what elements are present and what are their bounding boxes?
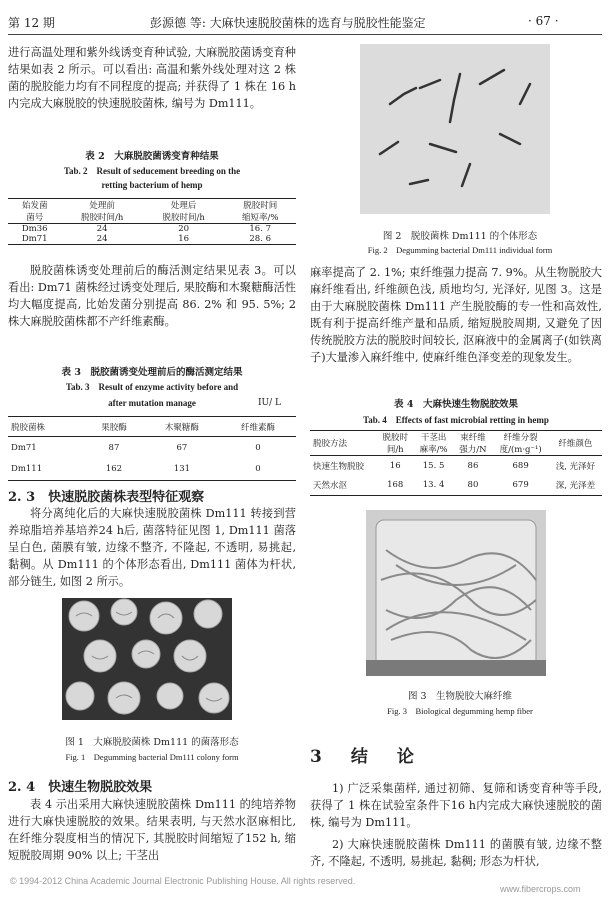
table2-caption-en-1: Tab. 2 Result of seducement breeding on the <box>63 166 241 176</box>
table-row: Dm71 87 67 0 <box>11 442 261 453</box>
table2-header: 处理后 脱胶时间/h <box>162 201 205 223</box>
figure2-caption-cn: 图 2 脱胶菌株 Dm111 的个体形态 <box>382 231 538 242</box>
paragraph-mutation-breeding: 进行高温处理和紫外线诱变育种试验, 大麻脱胶菌诱变育种结果如表 2 所示。可以看出: 高温和紫外线处理对这 2 株菌的脱胶能力均有不同程度的提高; 并获得了 1 株在 16 h 内完成大麻脱胶的快速脱胶菌株, 编号为 Dm111。 <box>8 46 296 110</box>
table4-caption-cn: 表 4 大麻快速生物脱胶效果 <box>394 399 518 410</box>
table2-header: 处理前 脱胶时间/h <box>81 201 124 223</box>
figure1-caption-cn: 图 1 大麻脱胶菌株 Dm111 的菌落形态 <box>65 737 239 748</box>
figure3-caption-en: Fig. 3 Biological degumming hemp fiber <box>387 706 533 716</box>
table-4 <box>310 430 602 496</box>
table3-caption-en-2: after mutation manage <box>108 398 196 408</box>
table-row: 天然水沤 168 13. 4 80 679 深, 光泽差 <box>310 476 602 496</box>
table-3 <box>8 416 296 481</box>
conclusion-2: 2) 大麻快速脱胶菌株 Dm111 的菌膜有皱, 边缘不整齐, 不隆起, 不透明, 易挑起, 黏稠; 形态为杆状, <box>310 838 602 868</box>
table3-caption-cn: 表 3 脱胶菌诱变处理前后的酶活测定结果 <box>61 367 243 378</box>
table3-unit: IU/ L <box>258 398 282 408</box>
figure1-caption-en: Fig. 1 Degumming bacterial Dm111 colony form <box>65 752 239 762</box>
table-2 <box>8 198 296 245</box>
figure3-caption-cn: 图 3 生物脱胶大麻纤维 <box>407 691 513 702</box>
table-row: 快速生物脱胶 16 15. 5 86 689 浅, 光泽好 <box>313 460 596 472</box>
figure2-caption-en: Fig. 2 Degumming bacterial Dm111 individual form <box>367 245 553 255</box>
table-row: Dm111 162 131 0 <box>8 459 296 481</box>
section-3-heading: 3 结 论 <box>310 747 420 767</box>
colony-photo <box>62 598 232 720</box>
table4-header: 束纤维 强力/N <box>459 433 487 455</box>
table-row: Dm36 24 20 16. 7 <box>21 224 272 234</box>
paragraph-phenotype: 将分离纯化后的大麻快速脱胶菌株 Dm111 转接到营养琼脂培养基培养24 h后, 菌落特征见图 1, Dm111 菌落呈白色, 菌膜有皱, 边缘不整齐, 不隆起, 不透明, 易挑起, 黏稠。从 Dm111 的个体形态看出, Dm111 菌体为杆状, 部分链生, 如图 2 所示。 <box>8 507 296 588</box>
table2-header: 始发菌 菌号 <box>21 201 48 223</box>
watermark: www.fibercrops.com <box>500 884 581 894</box>
conclusion-1: 1) 广泛采集菌样, 通过初筛、复筛和诱变育种等手段, 获得了 1 株在试验室条件下16 h内完成大麻快速脱胶的菌株, 编号为 Dm111。 <box>310 782 602 829</box>
table3-header: 木聚糖酶 <box>164 422 199 433</box>
copyright-notice: © 1994-2012 China Academic Journal Electronic Publishing House. All rights reserved. <box>10 876 356 886</box>
table4-caption-en: Tab. 4 Effects of fast microbial retting in hemp <box>363 415 549 425</box>
paragraph-fiber-quality: 麻率提高了 2. 1%; 束纤维强力提高 7. 9%。从生物脱胶大麻纤维看出, 纤维颜色浅, 质地均匀, 光泽好, 见图 3。这是由于大麻脱胶菌株 Dm111 产生脱胶酶的专一性和高效性, 既有利于提高纤维产量和品质, 缩短脱胶周期, 又避免了因传统脱胶方法的脱胶时间较长, 沤麻液中的金属离子(如铁离子)大量渗入麻纤维中, 使麻纤维色泽变差的现象发生。 <box>310 266 602 364</box>
table3-header: 脱胶菌株 <box>11 422 46 433</box>
section-2-4-heading: 2. 4 快速生物脱胶效果 <box>8 780 153 795</box>
page-number: · 67 · <box>528 14 559 28</box>
table4-header: 干茎出 麻率/% <box>419 433 448 455</box>
table3-header: 纤维素酶 <box>240 422 275 433</box>
table3-header: 果胶酶 <box>101 422 127 433</box>
table3-caption-en-1: Tab. 3 Result of enzyme activity before and <box>65 382 239 392</box>
paragraph-enzyme-activity: 脱胶菌株诱变处理前后的酶活测定结果见表 3。可以看出: Dm71 菌株经过诱变处理后, 果胶酶和木聚糖酶活性均大幅度提高, 比始发菌分别提高 86. 2% 和 95. 5%; 2 株大麻脱胶菌株都不产纤维素酶。 <box>8 264 296 328</box>
running-title: 彭源德 等: 大麻快速脱胶菌株的选育与脱胶性能鉴定 <box>150 16 426 30</box>
table4-header: 脱胶时 间/h <box>382 433 408 455</box>
header-rule <box>8 34 602 35</box>
issue-number: 第 12 期 <box>8 16 55 30</box>
table-row: Dm71 24 16 28. 6 <box>8 234 296 245</box>
table2-header: 脱胶时间 缩短率/% <box>241 201 279 223</box>
table2-caption-cn: 表 2 大麻脱胶菌诱变育种结果 <box>85 151 219 162</box>
table4-header: 脱胶方法 <box>313 439 348 449</box>
paragraph-retting-effect: 表 4 示出采用大麻快速脱胶菌株 Dm111 的纯培养物进行大麻快速脱胶的效果。结果表明, 与天然水沤麻相比, 在纤维分裂度相当的情况下, 其脱胶时间缩短了152 h, 缩短脱胶周期 90% 以上; 干茎出 <box>8 798 296 862</box>
table2-caption-en-2: retting bacterium of hemp <box>101 180 203 190</box>
section-2-3-heading: 2. 3 快速脱胶菌株表型特征观察 <box>8 490 205 505</box>
hemp-fiber-photo <box>366 510 546 676</box>
table4-header: 纤维分裂 度/(m·g⁻¹) <box>499 433 542 455</box>
table4-header: 纤维颜色 <box>558 439 593 449</box>
bacteria-micrograph <box>360 44 550 214</box>
